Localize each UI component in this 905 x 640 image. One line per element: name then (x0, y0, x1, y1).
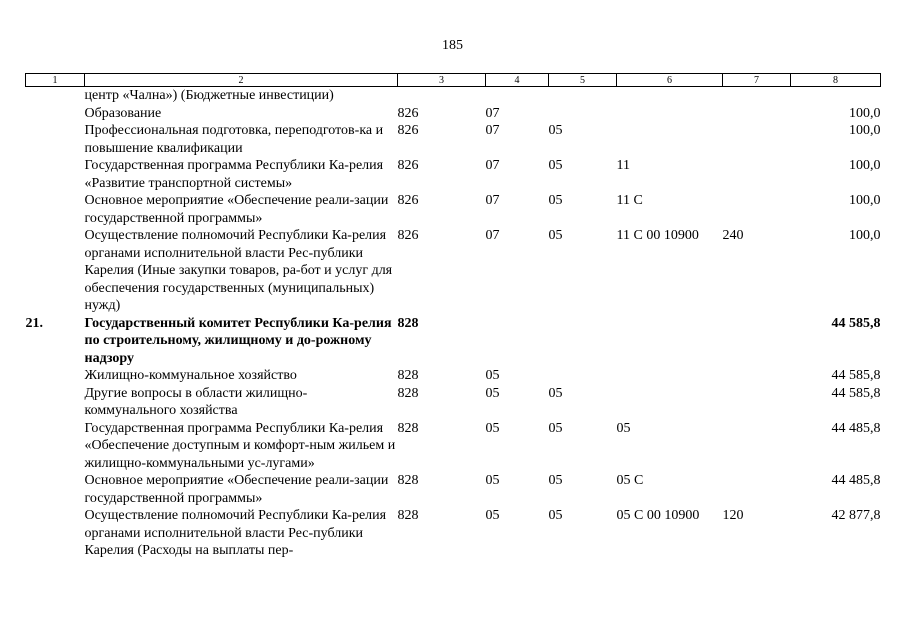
cell-row-number (26, 420, 85, 473)
cell-expense-type: 240 (722, 228, 744, 243)
cell-target-code (617, 385, 723, 420)
column-header-3: 3 (398, 74, 486, 87)
column-header-8: 8 (791, 74, 881, 87)
cell-section-code: 05 (485, 368, 500, 383)
cell-section-code: 05 (485, 473, 500, 488)
column-header-1: 1 (26, 74, 85, 87)
table-row (26, 367, 881, 385)
cell-subsection-code: 05 (548, 473, 563, 488)
cell-row-number (26, 472, 85, 507)
cell-subsection-code (549, 315, 617, 368)
cell-expense-type (723, 472, 791, 507)
cell-amount: 44 585,8 (831, 385, 881, 401)
table-row (26, 420, 881, 473)
cell-subsection-code: 05 (548, 158, 563, 173)
cell-admin-code: 826 (397, 123, 419, 138)
cell-section-code: 07 (485, 228, 500, 243)
cell-expense-type (723, 315, 791, 368)
cell-section-code (486, 315, 549, 368)
cell-target-code (617, 367, 723, 385)
cell-expense-type: 120 (722, 508, 744, 523)
cell-row-number (26, 385, 85, 420)
table-row (26, 315, 881, 368)
cell-subsection-code: 05 (548, 228, 563, 243)
cell-row-name: Другие вопросы в области жилищно-коммунального хозяйства (84, 385, 308, 418)
page-number: 185 (442, 38, 463, 53)
cell-row-name: центр «Чална») (Бюджетные инвестиции) (84, 88, 334, 103)
cell-amount: 44 585,8 (831, 315, 881, 331)
column-header-6: 6 (617, 74, 723, 87)
cell-subsection-code (549, 87, 617, 105)
cell-amount: 44 485,8 (831, 473, 881, 488)
cell-amount: 100,0 (849, 158, 881, 173)
cell-row-name: Государственный комитет Республики Ка-релия по строительному, жилищному и до-рожному надзору (84, 315, 392, 366)
cell-admin-code: 828 (397, 368, 419, 383)
cell-target-code (617, 122, 723, 157)
cell-row-name: Осуществление полномочий Республики Ка-релия органами исполнительной власти Рес-публики Карелия (Иные закупки товаров, ра-бот и услуг для обеспечения государственных (муниципальных) нужд) (84, 228, 393, 313)
cell-expense-type (723, 420, 791, 473)
table-row (26, 507, 881, 560)
cell-admin-code: 828 (397, 385, 419, 401)
cell-section-code: 05 (485, 385, 500, 401)
cell-target-code: 11 С (616, 193, 643, 208)
table-row (26, 122, 881, 157)
cell-expense-type (723, 157, 791, 192)
cell-target-code (617, 315, 723, 368)
cell-target-code (617, 105, 723, 123)
table-row (26, 105, 881, 123)
cell-row-name: Государственная программа Республики Ка-релия «Обеспечение доступным и комфорт-ным жильем и жилищно-коммунальными ус-лугами» (84, 420, 396, 471)
cell-target-code: 05 С 00 10900 (616, 508, 700, 523)
cell-row-name: Образование (84, 105, 162, 121)
table-row (26, 87, 881, 105)
cell-row-number (26, 507, 85, 560)
cell-subsection-code: 05 (548, 385, 563, 401)
cell-section-code: 05 (485, 420, 500, 436)
column-header-5: 5 (549, 74, 617, 87)
cell-admin-code (398, 87, 486, 105)
cell-row-name: Основное мероприятие «Обеспечение реали-зации государственной программы» (84, 193, 389, 226)
cell-row-name: Государственная программа Республики Ка-релия «Развитие транспортной системы» (84, 158, 384, 191)
table-row (26, 192, 881, 227)
cell-section-code: 07 (485, 193, 500, 208)
cell-section-code: 07 (485, 105, 500, 121)
cell-expense-type (723, 105, 791, 123)
cell-amount: 44 585,8 (831, 368, 881, 383)
cell-row-name: Основное мероприятие «Обеспечение реали-зации государственной программы» (84, 473, 389, 506)
column-header-2: 2 (85, 74, 398, 87)
cell-subsection-code: 05 (548, 123, 563, 138)
cell-row-number (26, 227, 85, 315)
cell-expense-type (723, 367, 791, 385)
cell-expense-type (723, 192, 791, 227)
cell-amount: 42 877,8 (831, 508, 881, 523)
cell-target-code (617, 87, 723, 105)
cell-subsection-code (549, 105, 617, 123)
cell-admin-code: 828 (397, 315, 419, 331)
cell-row-number (26, 87, 85, 105)
cell-amount: 100,0 (849, 228, 881, 243)
cell-subsection-code: 05 (548, 193, 563, 208)
cell-amount: 44 485,8 (831, 420, 881, 436)
cell-row-name: Жилищно-коммунальное хозяйство (84, 368, 297, 383)
cell-section-code: 07 (485, 158, 500, 173)
cell-target-code: 05 С (616, 473, 644, 488)
table-row (26, 472, 881, 507)
cell-section-code: 05 (485, 508, 500, 523)
table-row (26, 227, 881, 315)
cell-subsection-code: 05 (548, 420, 563, 436)
cell-row-number (26, 105, 85, 123)
cell-expense-type (723, 385, 791, 420)
cell-row-number (26, 192, 85, 227)
cell-row-number: 21. (25, 315, 43, 331)
budget-table (25, 73, 881, 560)
cell-admin-code: 826 (397, 105, 419, 121)
cell-target-code: 11 С 00 10900 (616, 228, 699, 243)
table-row (26, 385, 881, 420)
cell-expense-type (723, 87, 791, 105)
cell-amount: 100,0 (849, 105, 881, 121)
cell-amount: 100,0 (849, 123, 881, 138)
cell-row-name: Профессиональная подготовка, переподготов-ка и повышение квалификации (84, 123, 384, 156)
cell-section-code (486, 87, 549, 105)
cell-expense-type (723, 122, 791, 157)
cell-subsection-code: 05 (548, 508, 563, 523)
cell-admin-code: 828 (397, 508, 419, 523)
cell-amount: 100,0 (849, 193, 881, 208)
cell-admin-code: 826 (397, 228, 419, 243)
table-body (26, 87, 881, 560)
cell-admin-code: 826 (397, 158, 419, 173)
cell-admin-code: 826 (397, 193, 419, 208)
header-row (26, 74, 881, 87)
cell-row-number (26, 367, 85, 385)
column-header-7: 7 (723, 74, 791, 87)
table-header (26, 74, 881, 87)
cell-section-code: 07 (485, 123, 500, 138)
cell-subsection-code (549, 367, 617, 385)
cell-amount (791, 87, 881, 105)
cell-row-number (26, 122, 85, 157)
cell-row-name: Осуществление полномочий Республики Ка-релия органами исполнительной власти Рес-публики Карелия (Расходы на выплаты пер- (84, 508, 387, 558)
cell-target-code: 11 (616, 158, 630, 173)
cell-admin-code: 828 (397, 420, 419, 436)
cell-admin-code: 828 (397, 473, 419, 488)
table-row (26, 157, 881, 192)
cell-target-code: 05 (616, 420, 631, 436)
cell-row-number (26, 157, 85, 192)
column-header-4: 4 (486, 74, 549, 87)
